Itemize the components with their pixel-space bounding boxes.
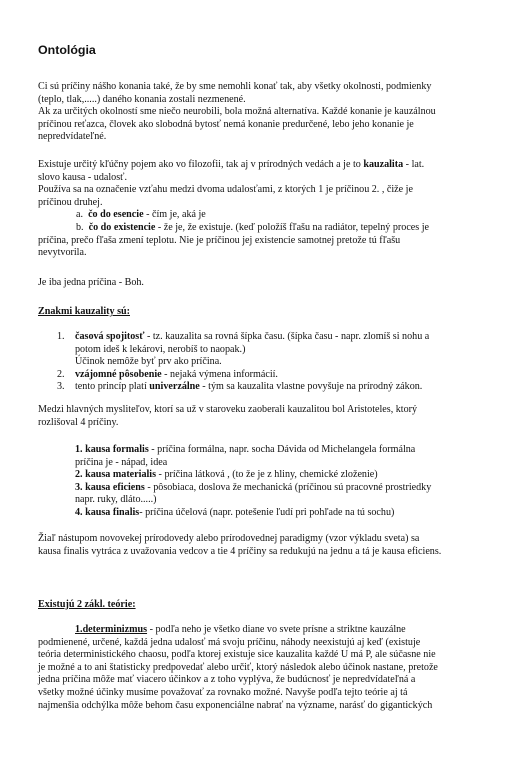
- text-line: príčinou reťazca, človek ako slobodná bytosť nemá konanie predurčené, lebo jeho konanie je: [38, 118, 414, 130]
- text-line: Ci sú príčiny nášho konania také, že by sme nemohli konať tak, aby všetky okolnosti, podmienky: [38, 81, 432, 92]
- text-line: jedna príčina môže mať viacero účinkov a z toho vyplýva, že budúcnosť je nepredvídateľná a: [38, 674, 416, 686]
- list-item: 4. kausa finalis- príčina účelová (napr. potešenie ľudí pri pohľade na tú sochu): [75, 506, 395, 518]
- text-line: slovo kausa - udalosť.: [38, 171, 127, 183]
- text-line: nepredvídateľné.: [38, 131, 107, 143]
- determinism-paragraph: [38, 624, 493, 712]
- text-line: kausa finalis vytráca z uvažovania vedcov a tie 4 príčiny sa redukujú na jednu a tá je kausa eficiens.: [38, 545, 442, 557]
- intro-paragraph: [38, 81, 493, 144]
- page-title: Ontológia: [38, 43, 96, 57]
- list-item: 2. kausa materialis - príčina látková , (to že je z hliny, chemické zloženie): [75, 469, 378, 481]
- text-line: podmienené, určené, každá jedna udalosť má svoju príčinu, náhody neexistujú aj keď (existuje: [38, 636, 421, 648]
- list-item: 1. časová spojitosť - tz. kauzalita sa rovná šípka času. (šípka času - napr. zlomíš si nohu a: [57, 331, 430, 342]
- text-line: nevytvorila.: [38, 247, 87, 259]
- text-line: Existuje určitý kľúčny pojem ako vo filozofii, tak aj v prírodných vedách a je to kauzalita - lat.: [38, 159, 425, 170]
- text-line: Žiaľ nástupom novovekej prírodovedy alebo prírodovednej paradigmy (vzor výkladu sveta) sa: [38, 533, 420, 544]
- term-determinizmus: 1.determinizmus: [75, 624, 148, 635]
- section-heading: Znakmi kauzality sú:: [38, 306, 130, 317]
- text-line: Ak za určitých okolností sme niečo neurobili, bola možná alternatíva. Každé konanie je kauzálnou: [38, 106, 436, 118]
- term-kauzalita: kauzalita: [363, 159, 404, 170]
- one-cause-line: Je iba jedna príčina - Boh.: [38, 277, 144, 288]
- list-item-a: a. čo do esencie - čím je, aká je: [76, 209, 206, 221]
- text-line: najmenšia odchýlka môže behom času exponenciálne nabrať na význame, narásť do gigantických: [38, 699, 433, 711]
- znaky-list: [38, 331, 493, 394]
- text-line: 1.determinizmus - podľa neho je všetko diane vo svete prísne a striktne kauzálne: [75, 624, 406, 635]
- list-item-continuation: Účinok nemôže byť prv ako príčina.: [75, 356, 222, 368]
- list-item-continuation: potom ideš k lekárovi, nerobíš to naopak.): [75, 343, 246, 355]
- causes-list: [75, 444, 495, 520]
- aristotle-paragraph: [38, 404, 493, 429]
- causality-paragraph: [38, 159, 493, 260]
- list-item: 2. vzájomné pôsobenie - nejaká výmena informácií.: [57, 368, 278, 380]
- list-item-continuation: príčina je - nápad, idea: [75, 456, 168, 468]
- list-item: 1. kausa formalis - príčina formálna, napr. socha Dávida od Michelangela formálna: [75, 444, 416, 455]
- text-line: teória deterministického chaosu, podľa ktorej existuje sice kauzalita každé U má P, ale súčasne nie: [38, 649, 436, 661]
- text-line: rozlišoval 4 príčiny.: [38, 416, 119, 428]
- text-line: Medzi hlavných mysliteľov, ktorí sa už v staroveku zaoberali kauzalitou bol Aristoteles, ktorý: [38, 404, 418, 415]
- text-line: príčinou druhej.: [38, 196, 103, 208]
- text-line: príčina, prečo fľaša zmení teplotu. Nie je príčinou jej existencie samotnej pretože tú fľašu: [38, 234, 401, 246]
- text-line: (teplo, tlak,.....) daného konania zostali nezmenené.: [38, 93, 246, 105]
- list-item-b: b. čo do existencie - že je, že existuje. (keď položíš fľašu na radiátor, tepelný proces je: [76, 221, 430, 233]
- text-line: je možné a to ani štatisticky predpovedať alebo určiť, ktorý následok alebo účinok nastane, pretože: [38, 661, 438, 673]
- list-item-continuation: napr. ruky, dláto.....): [75, 494, 157, 506]
- paradigm-paragraph: [38, 533, 493, 558]
- text-line: Používa sa na označenie vzťahu medzi dvoma udalosťami, z ktorých 1 je príčinou 2. , čiže je: [38, 184, 413, 196]
- section-heading: Existujú 2 zákl. teórie:: [38, 599, 136, 610]
- list-item: 3. kausa eficiens - pôsobiaca, doslova že mechanická (príčinou sú pracovné prostriedky: [75, 481, 432, 493]
- text-line: všetky možné účinky musíme považovať za rovnako možné. Navyše podľa tejto teórie aj tá: [38, 686, 408, 698]
- list-item: 3. tento princíp platí univerzálne - tým sa kauzalita vlastne povyšuje na prírodný zákon.: [57, 381, 423, 393]
